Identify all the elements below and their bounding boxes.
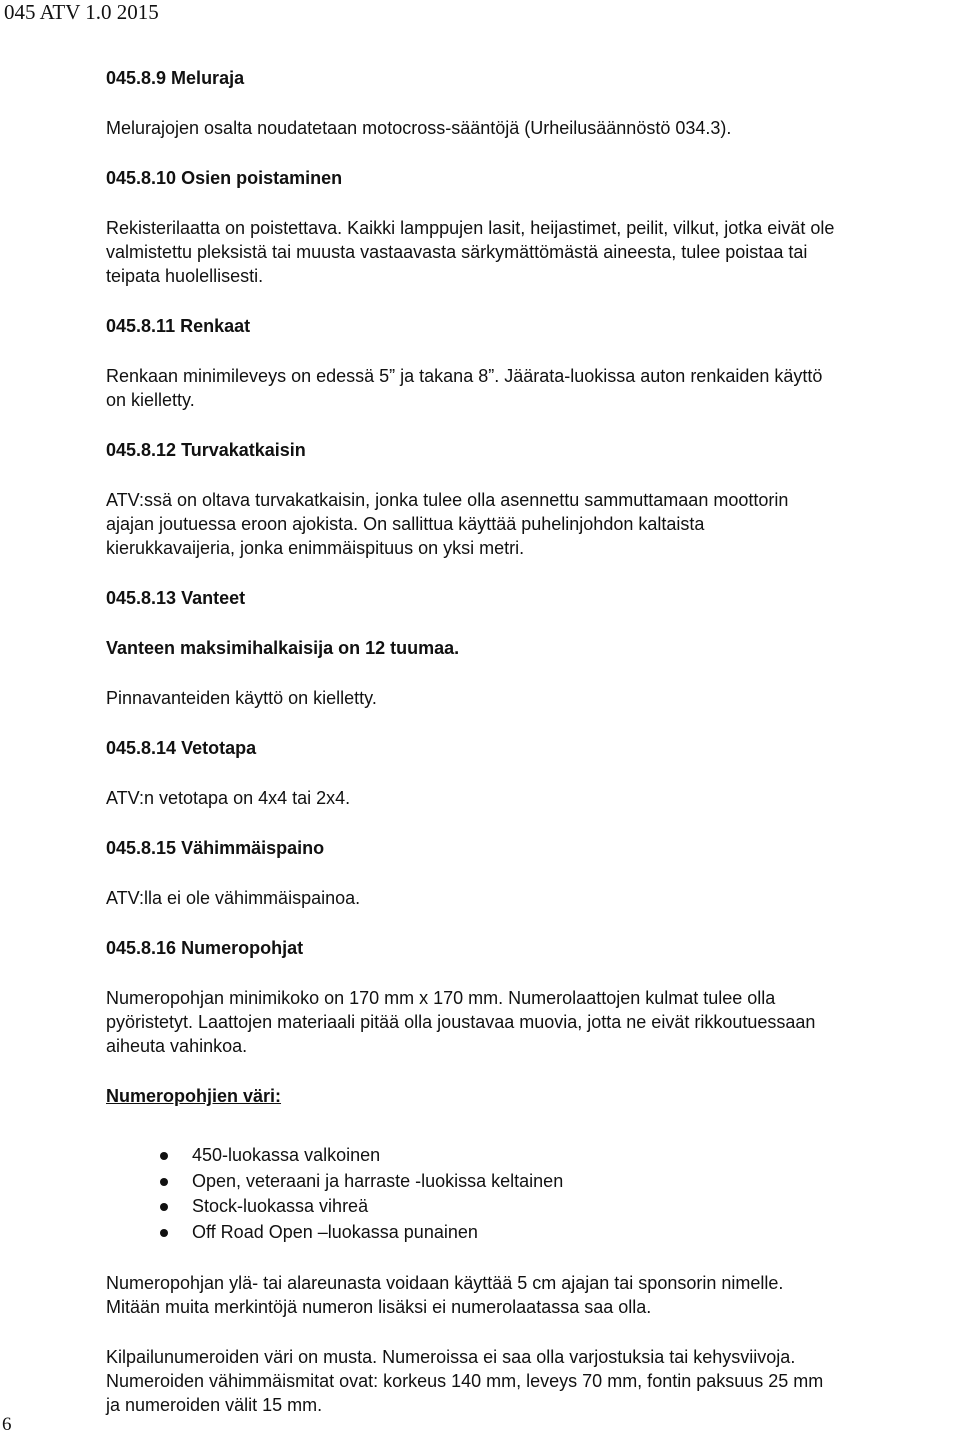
text-line: Numeropohjan minimikoko on 170 mm x 170 mm. Numerolaattojen kulmat tulee olla [106,988,776,1008]
text-line: Rekisterilaatta on poistettava. Kaikki lamppujen lasit, heijastimet, peilit, vilkut, jotka eivät ole [106,218,835,238]
colors-heading-text: Numeropohjien väri: [106,1086,282,1106]
text-line: valmistettu pleksistä tai muusta vastaavasta särkymättömästä aineesta, tulee poistaa tai [106,242,808,262]
document-body [106,66,941,1443]
section-heading-vetotapa: 045.8.14 Vetotapa [106,738,257,758]
section-heading-numeropohjat: 045.8.16 Numeropohjat [106,938,304,958]
text-line: Renkaan minimileveys on edessä 5” ja takana 8”. Jäärata-luokissa auton renkaiden käyttö [106,366,823,386]
paragraph-vanteet-max: Vanteen maksimihalkaisija on 12 tuumaa. [106,638,460,658]
text-line: Kilpailunumeroiden väri on musta. Numeroissa ei saa olla varjostuksia tai kehysviivoja. [106,1347,796,1367]
color-list [106,1143,941,1245]
list-item-text: Off Road Open –luokassa punainen [192,1221,478,1242]
paragraph-kilpailunumerot [106,1345,941,1417]
bullet-icon [160,1203,168,1211]
paragraph-osien-poistaminen [106,216,941,288]
section-heading-meluraja: 045.8.9 Meluraja [106,68,245,88]
paragraph-renkaat [106,364,941,412]
section-heading-renkaat: 045.8.11 Renkaat [106,316,251,336]
list-item [106,1220,941,1246]
paragraph-vetotapa: ATV:n vetotapa on 4x4 tai 2x4. [106,788,351,808]
bullet-icon [160,1178,168,1186]
paragraph-turvakatkaisin [106,488,941,560]
text-line: ajajan joutuessa eroon ajokista. On sallittua käyttää puhelinjohdon kaltaista [106,514,705,534]
text-line: kierukkavaijeria, jonka enimmäispituus on yksi metri. [106,538,525,558]
text-line: Mitään muita merkintöjä numeron lisäksi ei numerolaatassa saa olla. [106,1297,652,1317]
text-line: ATV:ssä on oltava turvakatkaisin, jonka tulee olla asennettu sammuttamaan moottorin [106,490,789,510]
section-heading-turvakatkaisin: 045.8.12 Turvakatkaisin [106,440,306,460]
text-line: aiheuta vahinkoa. [106,1036,248,1056]
document-header: 045 ATV 1.0 2015 [4,0,159,24]
text-line: Numeroiden vähimmäismitat ovat: korkeus 140 mm, leveys 70 mm, fontin paksuus 25 mm [106,1371,824,1391]
page-number: 6 [2,1414,12,1435]
paragraph-vahimmaispaino: ATV:lla ei ole vähimmäispainoa. [106,888,361,908]
paragraph-meluraja [106,116,941,140]
text-line: on kielletty. [106,390,195,410]
text-line: pyöristetyt. Laattojen materiaali pitää olla joustavaa muovia, jotta ne eivät rikkoutuessaan [106,1012,816,1032]
paragraph-numeropohjat [106,986,941,1058]
list-item-text: Open, veteraani ja harraste -luokissa keltainen [192,1170,564,1191]
list-item [106,1194,941,1220]
paragraph-numeropohjan-merkinnat [106,1271,941,1319]
list-item [106,1169,941,1195]
subheading-numeropohjien-vari [106,1084,941,1108]
section-heading-osien-poistaminen: 045.8.10 Osien poistaminen [106,168,343,188]
bullet-icon [160,1229,168,1237]
section-heading-vanteet: 045.8.13 Vanteet [106,588,246,608]
text-line: ja numeroiden välit 15 mm. [106,1395,323,1415]
text-line: Melurajojen osalta noudatetaan motocross-sääntöjä (Urheilusäännöstö 034.3). [106,118,732,138]
list-item-text: Stock-luokassa vihreä [192,1196,369,1216]
list-item [106,1143,941,1169]
list-item-text: 450-luokassa valkoinen [192,1145,381,1165]
bullet-icon [160,1152,168,1160]
text-line: Numeropohjan ylä- tai alareunasta voidaan käyttää 5 cm ajajan tai sponsorin nimelle. [106,1273,784,1293]
text-line: teipata huolellisesti. [106,266,264,286]
paragraph-vanteet: Pinnavanteiden käyttö on kielletty. [106,688,377,708]
section-heading-vahimmaispaino: 045.8.15 Vähimmäispaino [106,838,325,858]
